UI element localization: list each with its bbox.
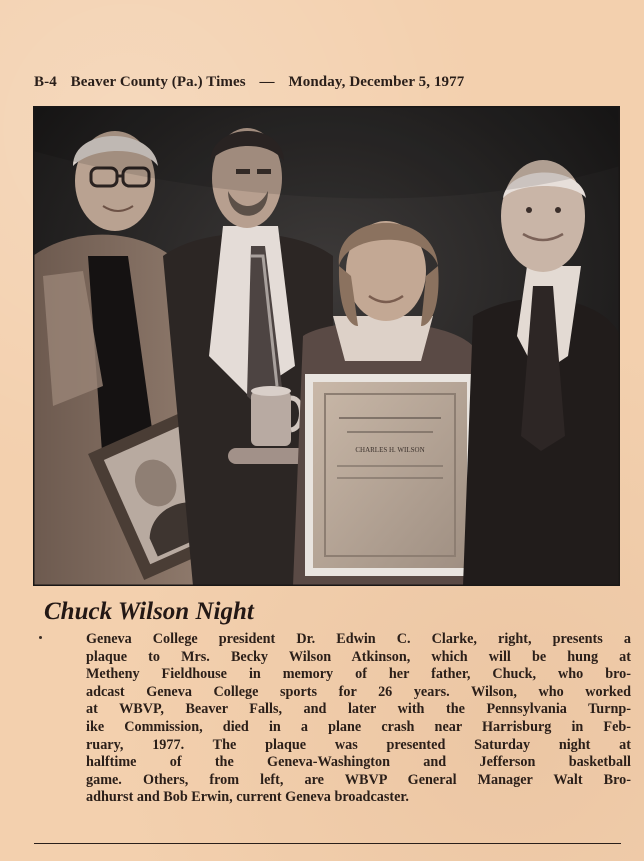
- plaque-name: CHARLES H. WILSON: [355, 446, 425, 454]
- photo-caption: [86, 631, 631, 807]
- news-photo: [33, 106, 620, 586]
- headline: Chuck Wilson Night: [44, 598, 254, 625]
- caption-line: at WBVP, Beaver Falls, and later with the Pennsylvania Turnp-: [86, 701, 631, 718]
- publication-date: Monday, December 5, 1977: [288, 74, 465, 90]
- caption-line: ruary, 1977. The plaque was presented Saturday night at: [86, 736, 631, 753]
- caption-line: adhurst and Bob Erwin, current Geneva broadcaster.: [86, 789, 409, 806]
- caption-line: ike Commission, died in a plane crash near Harrisburg in Feb-: [86, 718, 631, 735]
- caption-line: Metheny Fieldhouse in memory of her father, Chuck, who bro-: [86, 666, 631, 683]
- caption-line: game. Others, from left, are WBVP General Manager Walt Bro-: [86, 771, 631, 788]
- newspaper-name: Beaver County (Pa.) Times: [70, 74, 246, 90]
- caption-line: halftime of the Geneva-Washington and Jefferson basketball: [86, 754, 631, 771]
- bottom-rule: [34, 843, 621, 844]
- caption-line: Geneva College president Dr. Edwin C. Clarke, right, presents a: [86, 631, 631, 647]
- page-number: B-4: [34, 74, 57, 90]
- bullet-mark: [39, 636, 42, 639]
- caption-line: adcast Geneva College sports for 26 years. Wilson, who worked: [86, 683, 631, 700]
- page-header: [34, 74, 464, 91]
- caption-line: plaque to Mrs. Becky Wilson Atkinson, which will be hung at: [86, 648, 631, 665]
- header-separator: —: [259, 74, 275, 90]
- memorial-plaque: [305, 374, 475, 576]
